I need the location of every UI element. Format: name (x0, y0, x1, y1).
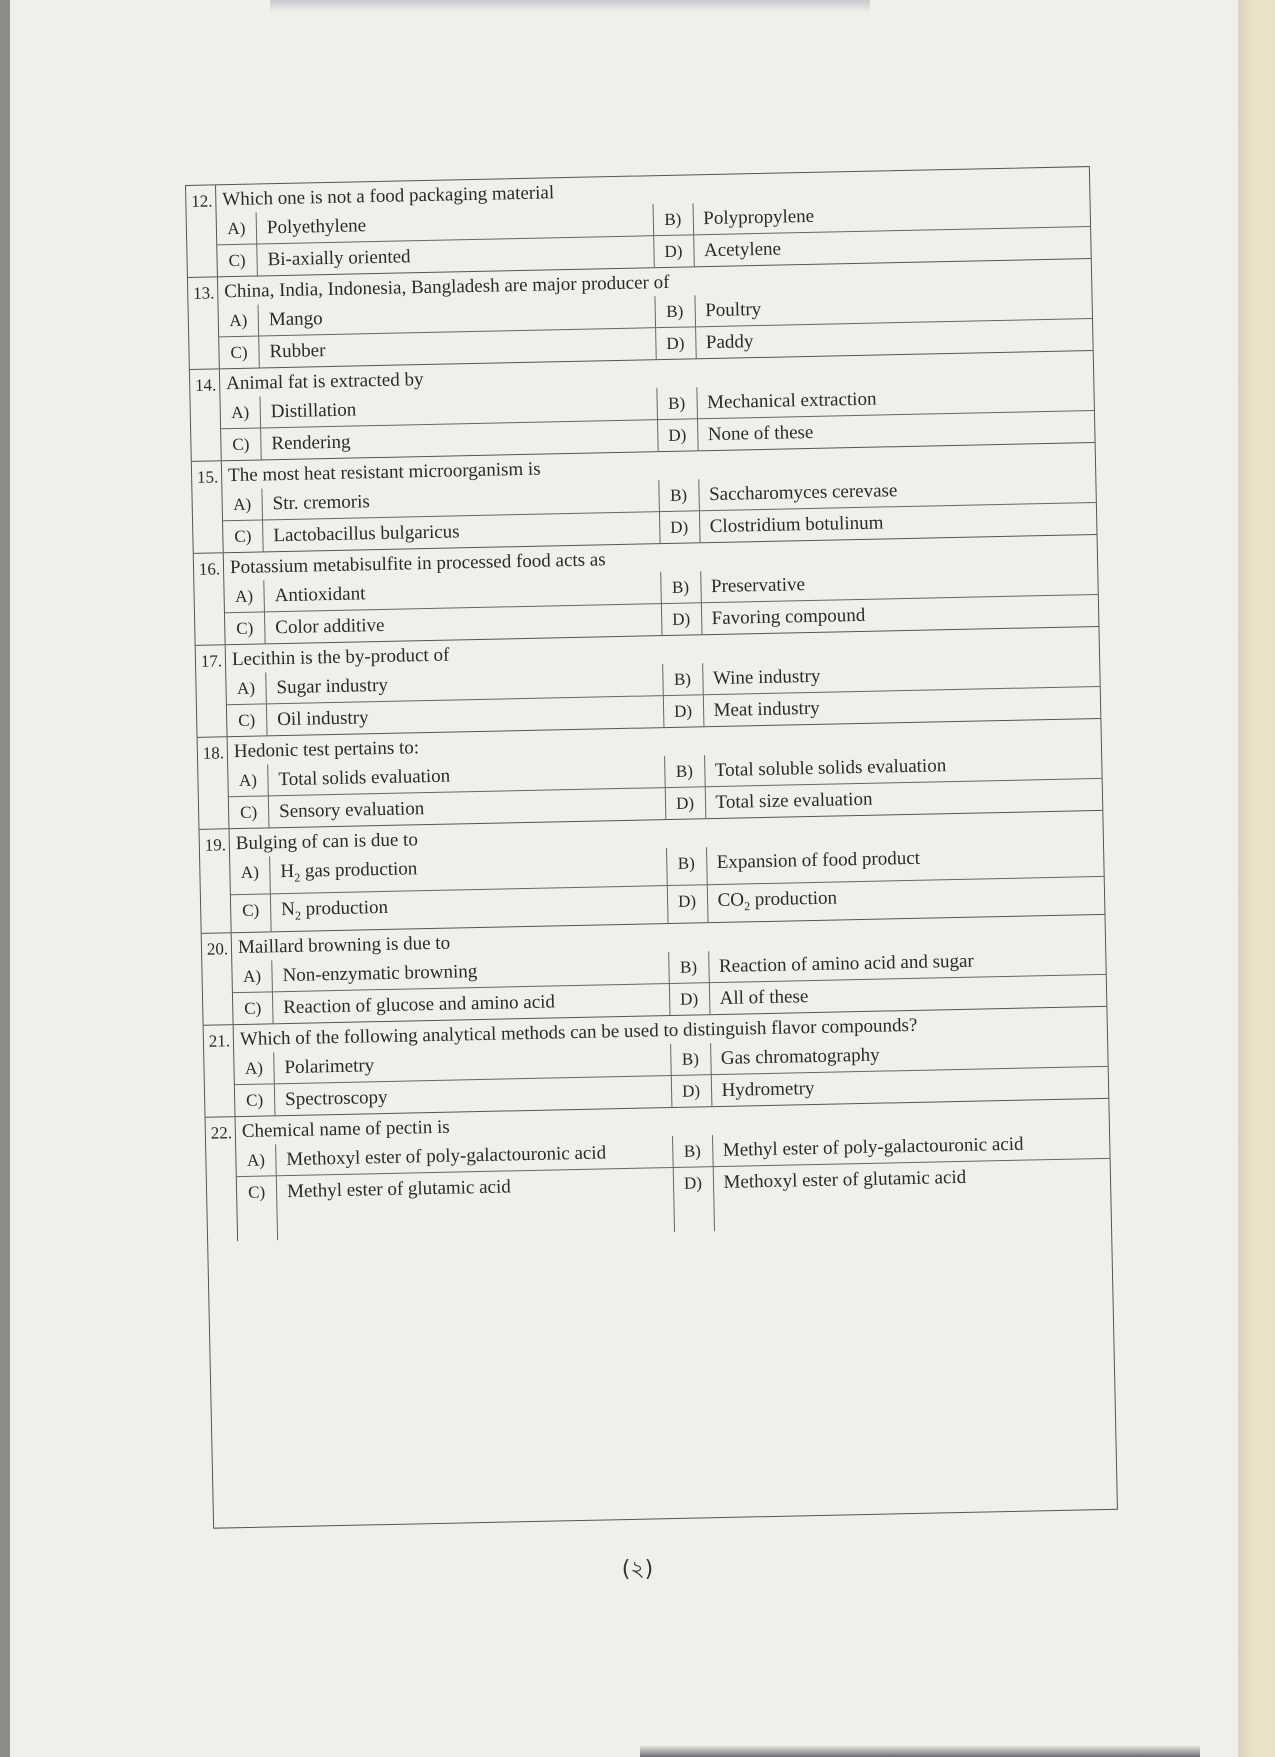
scan-top-smudge (270, 0, 870, 12)
option-c: Reaction of glucose and amino acid (273, 983, 670, 1023)
option-b: Mechanical extraction (706, 388, 877, 414)
option-b: Reaction of amino acid and sugar (718, 950, 974, 977)
scan-bottom-smudge (640, 1745, 1200, 1757)
option-d: None of these (697, 410, 1094, 450)
question-text: Which of the following analytical methods can be used to distinguish flavor compounds? (239, 1014, 918, 1050)
option-c: Sensory evaluation (269, 787, 666, 827)
option-letter-d: D) (665, 786, 706, 819)
option-b: Wine industry (712, 665, 821, 690)
option-a: $H_2$ gas production (270, 848, 667, 893)
option-c: Rendering (261, 419, 658, 459)
option-letter-c: C) (231, 893, 272, 932)
option-letter-b: B) (669, 951, 710, 983)
option-letter-a: A) (230, 856, 271, 894)
option-d: Total size evaluation (705, 778, 1102, 818)
question-text: The most heat resistant microorganism is (227, 458, 541, 487)
option-c: Spectroscopy (275, 1075, 672, 1115)
option-letter-d: D) (659, 510, 700, 543)
option-b: Polypropylene (703, 205, 815, 230)
option-d: Acetylene (694, 226, 1091, 266)
option-b: Total soluble solids evaluation (714, 755, 947, 782)
question-number: 17. (196, 645, 228, 737)
option-c: Methyl ester of glutamic acid (277, 1167, 675, 1240)
option-d: Clostridium botulinum (699, 502, 1096, 542)
question-number: 18. (198, 737, 230, 829)
option-letter-c: C) (223, 519, 264, 552)
option-a: Mango (259, 296, 656, 335)
option-letter-b: B) (661, 571, 702, 603)
question-text: Potassium metabisulfite in processed food acts as (229, 549, 606, 579)
option-letter-a: A) (234, 1052, 275, 1084)
option-letter-a: A) (232, 960, 273, 992)
question-text: Animal fat is extracted by (225, 369, 424, 395)
option-a: Sugar industry (266, 664, 663, 703)
question-table (185, 166, 1118, 1529)
option-c: Bi-axially oriented (257, 235, 654, 275)
option-a: Methoxyl ester of poly-galactouronic acid (276, 1136, 673, 1175)
option-letter-a: A) (224, 580, 265, 612)
scan-left-edge (0, 0, 10, 1757)
question-text: Bulging of can is due to (235, 829, 419, 855)
page-number: (২) (621, 1557, 654, 1582)
option-letter-b: B) (653, 203, 694, 235)
option-letter-b: B) (665, 755, 706, 787)
option-letter-c: C) (225, 611, 266, 644)
option-a: Distillation (260, 388, 657, 427)
option-letter-a: A) (226, 672, 267, 704)
option-a: Total solids evaluation (268, 756, 665, 795)
question-text: China, India, Indonesia, Bangladesh are major producer of (224, 271, 670, 303)
question-number: 14. (190, 369, 222, 461)
option-letter-d: D) (671, 1074, 712, 1107)
option-letter-c: C) (227, 703, 268, 736)
question-text: Which one is not a food packaging material (222, 182, 555, 211)
option-letter-d: D) (658, 418, 699, 451)
option-letter-d: D) (656, 326, 697, 359)
option-letter-b: B) (673, 1135, 714, 1167)
option-letter-a: A) (222, 488, 263, 520)
option-c: Color additive (265, 603, 662, 643)
option-letter-d: D) (667, 884, 708, 923)
option-b: Saccharomyces cerevase (708, 480, 898, 506)
option-d: Meat industry (703, 686, 1100, 726)
option-letter-c: C) (217, 243, 258, 276)
option-letter-a: A) (228, 764, 269, 796)
option-letter-b: B) (659, 479, 700, 511)
option-letter-c: C) (237, 1175, 278, 1241)
option-letter-a: A) (219, 304, 260, 336)
option-a: Polarimetry (274, 1044, 671, 1083)
question-22 (206, 1098, 1111, 1241)
option-letter-c: C) (235, 1083, 276, 1116)
option-b: Expansion of food product (716, 847, 921, 874)
question-text: Lecithin is the by-product of (231, 644, 450, 671)
question-number: 22. (206, 1117, 239, 1242)
option-letter-d: D) (663, 694, 704, 727)
option-c: Rubber (259, 327, 656, 367)
option-b: Poultry (705, 298, 762, 322)
question-number: 21. (204, 1025, 236, 1117)
question-number: 13. (188, 277, 220, 369)
scan-right-edge (1238, 0, 1275, 1757)
option-a: Str. cremoris (262, 480, 659, 519)
option-letter-d: D) (673, 1166, 714, 1232)
option-d: Paddy (696, 318, 1093, 358)
option-letter-d: D) (654, 234, 695, 267)
option-letter-b: B) (671, 1043, 712, 1075)
option-letter-b: B) (663, 663, 704, 695)
option-a: Antioxidant (264, 572, 661, 611)
option-letter-b: B) (657, 387, 698, 419)
option-letter-b: B) (666, 847, 707, 885)
option-b: Gas chromatography (720, 1044, 880, 1069)
question-text: Maillard browning is due to (237, 932, 451, 958)
option-a: Polyethylene (257, 204, 654, 243)
question-number: 15. (192, 461, 224, 553)
option-letter-d: D) (661, 602, 702, 635)
question-number: 12. (186, 185, 218, 277)
option-letter-a: A) (217, 213, 258, 245)
question-number: 19. (200, 829, 232, 932)
option-letter-a: A) (220, 396, 261, 428)
question-text: Chemical name of pectin is (241, 1116, 450, 1142)
question-number: 20. (202, 933, 234, 1025)
question-number: 16. (194, 553, 226, 645)
option-letter-d: D) (669, 982, 710, 1015)
option-c: Lactobacillus bulgaricus (263, 511, 660, 551)
option-a: Non-enzymatic browning (272, 952, 669, 991)
option-letter-c: C) (233, 991, 274, 1024)
option-b: Preservative (710, 574, 806, 598)
option-letter-b: B) (655, 295, 696, 327)
option-letter-c: C) (221, 427, 262, 460)
option-letter-c: C) (219, 335, 260, 368)
option-d: Methoxyl ester of glutamic acid (713, 1157, 1111, 1230)
option-c: Oil industry (267, 695, 664, 735)
option-letter-a: A) (236, 1144, 277, 1176)
option-d: All of these (709, 973, 1106, 1013)
option-b: Methyl ester of poly-galactouronic acid (722, 1133, 1024, 1161)
question-19 (200, 811, 1105, 933)
option-d: $CO_2$ production (707, 876, 1104, 922)
option-d: Hydrometry (711, 1065, 1108, 1105)
option-c: $N_2$ production (271, 885, 668, 931)
option-letter-c: C) (229, 795, 270, 828)
option-d: Favoring compound (701, 594, 1098, 634)
question-text: Hedonic test pertains to: (233, 737, 420, 763)
options-grid (236, 1126, 1111, 1240)
